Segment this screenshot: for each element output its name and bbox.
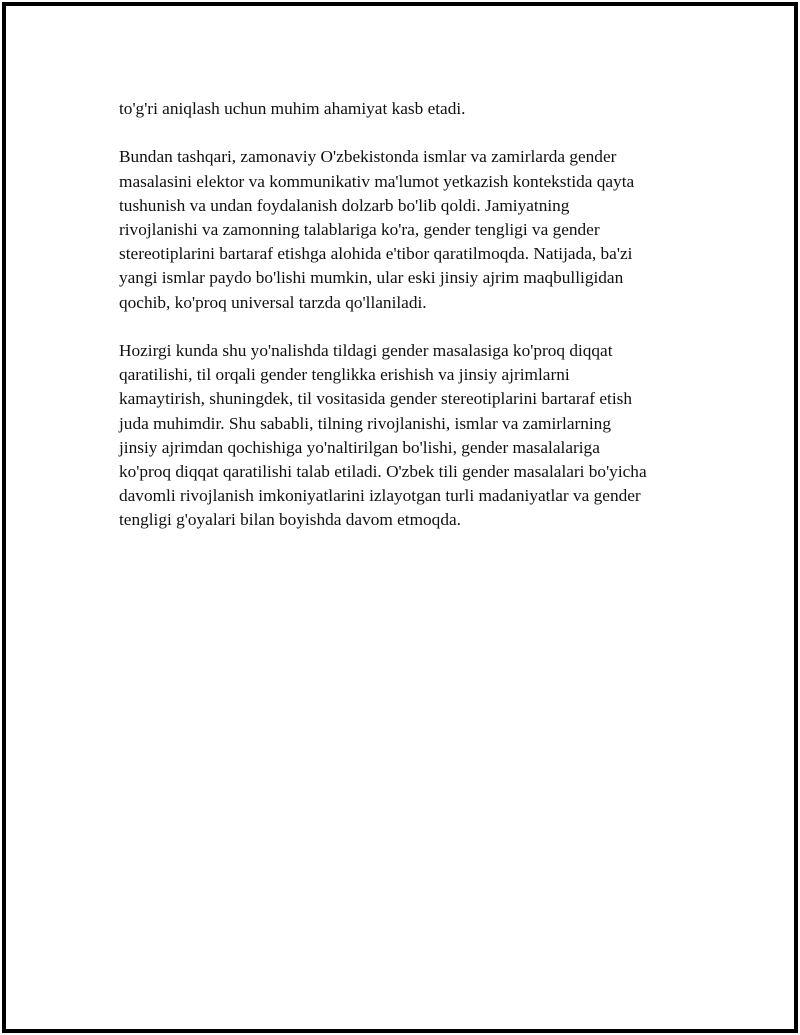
paragraph-3: Hozirgi kunda shu yo'nalishda tildagi gender masalasiga ko'proq diqqat qaratilishi, til orqali gender tenglikka erishish va jinsiy ajrimlarni kamaytirish, shuningdek, til vositasida gender stereotiplarini bartaraf etish juda muhimdir. Shu sababli, tilning rivojlanishi, ismlar va zamirlarning jinsiy ajrimdan qochishiga yo'naltirilgan bo'lishi, gender masalalariga ko'proq diqqat qaratilishi talab etiladi. O'zbek tili gender masalalari bo'yicha davomli rivojlanish imkoniyatlarini izlayotgan turli madaniyatlar va gender tengligi g'oyalari bilan boyishda davom etmoqda. [119, 341, 647, 530]
page-frame [2, 2, 798, 1033]
document-body [119, 97, 699, 557]
paragraph-1: to'g'ri aniqlash uchun muhim ahamiyat kasb etadi. [119, 99, 466, 118]
paragraph-2: Bundan tashqari, zamonaviy O'zbekistonda ismlar va zamirlarda gender masalasini elektor va kommunikativ ma'lumot yetkazish kontekstida qayta tushunish va undan foydalanish dolzarb bo'lib qoldi. Jamiyatning rivojlanishi va zamonning talablariga ko'ra, gender tengligi va gender stereotiplarini bartaraf etishga alohida e'tibor qaratilmoqda. Natijada, ba'zi yangi ismlar paydo bo'lishi mumkin, ular eski jinsiy ajrim maqbulligidan qochib, ko'proq universal tarzda qo'llaniladi. [119, 147, 635, 312]
